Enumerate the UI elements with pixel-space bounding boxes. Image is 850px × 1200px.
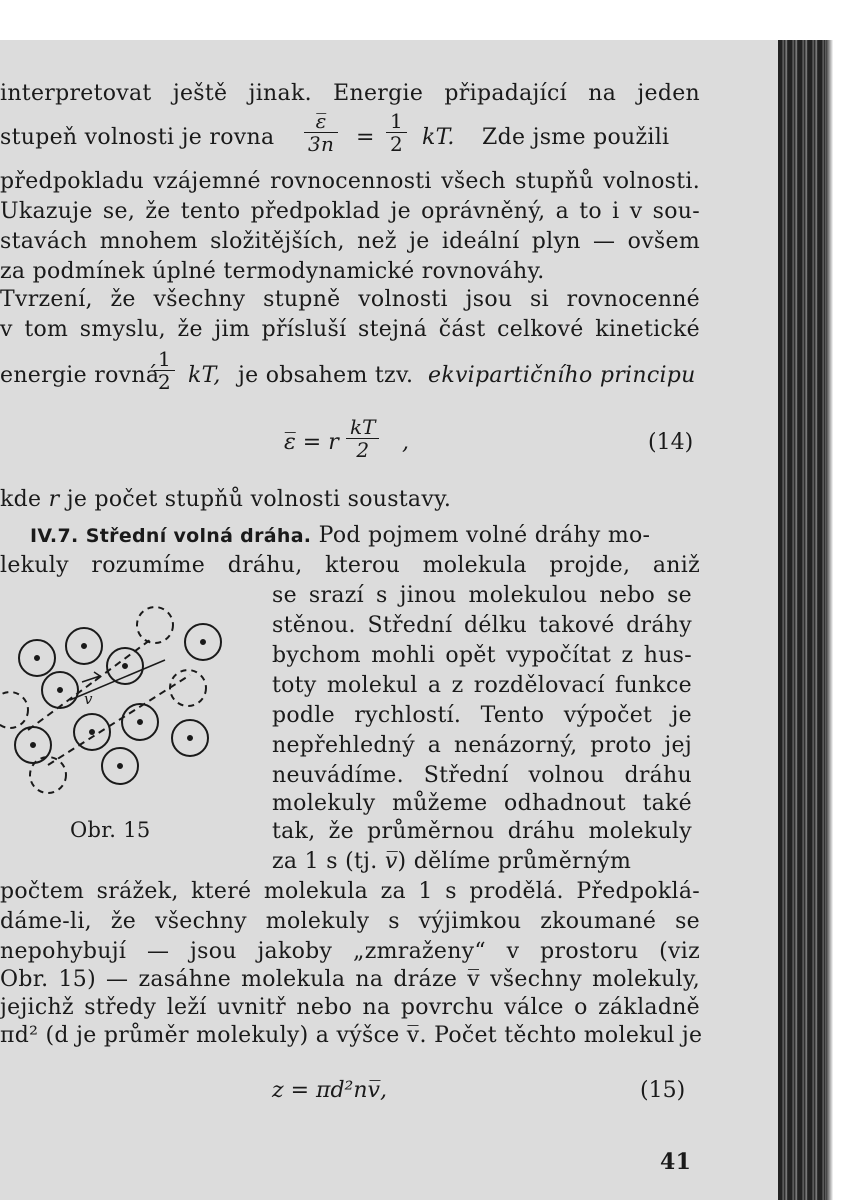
page-number: 41	[660, 1149, 692, 1175]
text-line: v tom smyslu, že jim přísluší stejná část celkové kinetické	[0, 317, 700, 342]
text-line: molekuly můžeme odhadnout také	[272, 791, 692, 816]
fraction-numerator: 1	[154, 348, 175, 371]
text-line: lekuly rozumíme dráhu, kterou molekula projde, aniž	[0, 553, 700, 578]
text-fragment: stupeň volnosti je rovna	[0, 125, 275, 150]
text-line: se srazí s jinou molekulou nebo se	[272, 583, 692, 608]
text-line: πd² (d je průměr molekuly) a výšce v̅. Počet těchto molekul je	[0, 1023, 703, 1048]
text-line	[0, 486, 700, 514]
text-line: počtem srážek, které molekula za 1 s prodělá. Předpoklá-	[0, 879, 700, 904]
text-fragment: je obsahem tzv.	[238, 363, 414, 388]
text-line: předpokladu vzájemné rovnocennosti všech stupňů volnosti.	[0, 169, 700, 194]
velocity-label: v	[84, 690, 93, 708]
figure-15-molecules	[0, 600, 230, 810]
fraction-numerator: kT	[346, 416, 379, 439]
text-line: tak, že průměrnou dráhu molekuly	[272, 819, 692, 844]
text-line: stěnou. Střední délku takové dráhy	[272, 613, 692, 638]
text-line: Tvrzení, že všechny stupně volnosti jsou si rovnocenné	[0, 287, 700, 312]
equation-number: (14)	[648, 430, 694, 455]
fraction-numerator: 1	[386, 110, 407, 133]
fraction-numerator: ε̅	[304, 110, 338, 133]
section-number: IV.7.	[30, 525, 79, 547]
text-line	[272, 848, 692, 876]
text-line: Obr. 15) — zasáhne molekula na dráze v̅ všechny molekuly,	[0, 967, 700, 992]
text-fragment: je počet stupňů volnosti soustavy.	[66, 487, 452, 512]
text-fragment: za 1 s (tj.	[272, 849, 378, 874]
text-line: toty molekul a z rozdělovací funkce	[272, 673, 692, 698]
math-v-bar: v̅	[384, 849, 398, 874]
text-line-fraction	[0, 346, 700, 394]
cylinder-edge	[28, 640, 150, 730]
text-fragment: Pod pojmem volné dráhy mo-	[318, 523, 651, 548]
fraction-half	[154, 348, 175, 393]
equation-15: z = πd²nv̅,	[272, 1078, 387, 1103]
fraction-half	[386, 110, 407, 155]
text-line: bychom mohli opět vypočítat z hus-	[272, 643, 692, 668]
text-fragment: energie rovná	[0, 363, 160, 388]
text-line: nepřehledný a nenázorný, proto jej	[272, 733, 692, 758]
equation-comma: ,	[402, 430, 409, 455]
text-fragment: Zde jsme použili	[482, 125, 670, 150]
text-line: jejichž středy leží uvnitř nebo na povrchu válce o základně	[0, 995, 700, 1020]
math-kT: kT,	[188, 363, 221, 388]
text-fragment: kde	[0, 487, 42, 512]
text-line: za podmínek úplné termodynamické rovnováhy.	[0, 259, 545, 284]
text-line: neuvádíme. Střední volnou dráhu	[272, 763, 692, 788]
cylinder-edge	[48, 675, 190, 765]
fraction-kT-half	[346, 416, 379, 461]
section-title: Střední volná dráha.	[85, 525, 312, 547]
page-edge	[826, 40, 850, 1200]
text-line: Ukazuje se, že tento předpoklad je oprávněný, a to i v sou-	[0, 199, 700, 224]
text-line: stavách mnohem složitějších, než je ideální plyn — ovšem	[0, 229, 700, 254]
section-heading-line	[0, 522, 700, 550]
math-kT: kT.	[422, 125, 455, 150]
fraction-denominator: 2	[356, 438, 370, 462]
math-r: r	[48, 487, 60, 512]
equation-number: (15)	[640, 1078, 686, 1103]
text-line: dáme-li, že všechny molekuly s výjimkou zkoumané se	[0, 909, 700, 934]
equation-lhs: ε̅ = r	[284, 430, 339, 455]
equals-sign: =	[356, 125, 375, 150]
text-line-fraction	[0, 110, 700, 158]
figure-caption: Obr. 15	[70, 818, 151, 842]
fraction-denominator: 2	[390, 132, 404, 156]
text-line: interpretovat ještě jinak. Energie připadající na jeden	[0, 81, 700, 106]
term-ekvipartition: ekvipartičního principu	[428, 363, 696, 388]
text-line: podle rychlostí. Tento výpočet je	[272, 703, 692, 728]
fraction-denominator: 3n	[308, 132, 335, 156]
text-line: nepohybují — jsou jakoby „zmraženy“ v prostoru (viz	[0, 939, 700, 964]
fraction-energy	[304, 110, 338, 155]
fraction-denominator: 2	[158, 370, 172, 394]
text-fragment: ) dělíme průměrným	[397, 849, 632, 874]
